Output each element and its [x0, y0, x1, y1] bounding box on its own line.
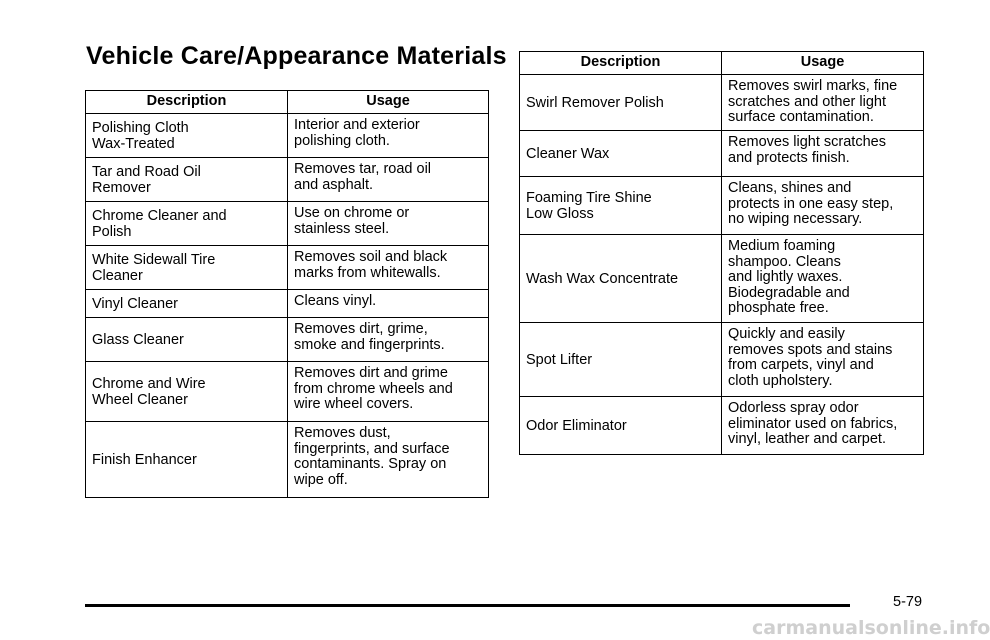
column-header-usage: Usage	[288, 91, 489, 114]
table-header-row	[86, 91, 489, 114]
cell-description: Finish Enhancer	[86, 422, 288, 498]
cell-description: Cleaner Wax	[520, 131, 722, 177]
cell-usage: Removes dirt and grime from chrome wheels and wire wheel covers.	[288, 362, 489, 422]
table-row	[520, 323, 924, 397]
table-row	[86, 114, 489, 158]
watermark: carmanualsonline.info	[752, 617, 990, 639]
table-row	[520, 177, 924, 235]
table-row	[86, 158, 489, 202]
table-row	[520, 235, 924, 323]
cell-usage: Removes light scratches and protects finish.	[722, 131, 924, 177]
materials-table-left	[85, 90, 489, 498]
table-header-row	[520, 52, 924, 75]
cell-description: Vinyl Cleaner	[86, 290, 288, 318]
table-body	[520, 75, 924, 455]
cell-description: Polishing Cloth Wax-Treated	[86, 114, 288, 158]
table-row	[86, 422, 489, 498]
cell-usage: Cleans vinyl.	[288, 290, 489, 318]
cell-usage: Odorless spray odor eliminator used on fabrics, vinyl, leather and carpet.	[722, 397, 924, 455]
cell-description: Tar and Road Oil Remover	[86, 158, 288, 202]
cell-description: Chrome Cleaner and Polish	[86, 202, 288, 246]
column-header-usage: Usage	[722, 52, 924, 75]
table-row	[520, 131, 924, 177]
cell-usage: Removes soil and black marks from whitewalls.	[288, 246, 489, 290]
column-header-description: Description	[520, 52, 722, 75]
cell-description: Glass Cleaner	[86, 318, 288, 362]
cell-usage: Quickly and easily removes spots and stains from carpets, vinyl and cloth upholstery.	[722, 323, 924, 397]
table-row	[86, 290, 489, 318]
table-row	[86, 362, 489, 422]
cell-description: Swirl Remover Polish	[520, 75, 722, 131]
cell-description: Wash Wax Concentrate	[520, 235, 722, 323]
table-row	[86, 318, 489, 362]
column-header-description: Description	[86, 91, 288, 114]
cell-usage: Removes dirt, grime, smoke and fingerprints.	[288, 318, 489, 362]
materials-table-right	[519, 51, 924, 455]
footer-rule	[85, 604, 850, 607]
cell-description: Chrome and Wire Wheel Cleaner	[86, 362, 288, 422]
table-body	[86, 114, 489, 498]
cell-description: Odor Eliminator	[520, 397, 722, 455]
cell-usage: Interior and exterior polishing cloth.	[288, 114, 489, 158]
page-title: Vehicle Care/Appearance Materials	[86, 42, 507, 70]
table-row	[86, 246, 489, 290]
table-row	[520, 75, 924, 131]
cell-usage: Medium foaming shampoo. Cleans and lightly waxes. Biodegradable and phosphate free.	[722, 235, 924, 323]
cell-description: White Sidewall Tire Cleaner	[86, 246, 288, 290]
cell-usage: Removes tar, road oil and asphalt.	[288, 158, 489, 202]
table-row	[520, 397, 924, 455]
cell-usage: Cleans, shines and protects in one easy step, no wiping necessary.	[722, 177, 924, 235]
page-number: 5-79	[893, 594, 923, 610]
cell-usage: Removes swirl marks, fine scratches and other light surface contamination.	[722, 75, 924, 131]
cell-usage: Use on chrome or stainless steel.	[288, 202, 489, 246]
cell-usage: Removes dust, fingerprints, and surface contaminants. Spray on wipe off.	[288, 422, 489, 498]
table-row	[86, 202, 489, 246]
cell-description: Spot Lifter	[520, 323, 722, 397]
cell-description: Foaming Tire Shine Low Gloss	[520, 177, 722, 235]
